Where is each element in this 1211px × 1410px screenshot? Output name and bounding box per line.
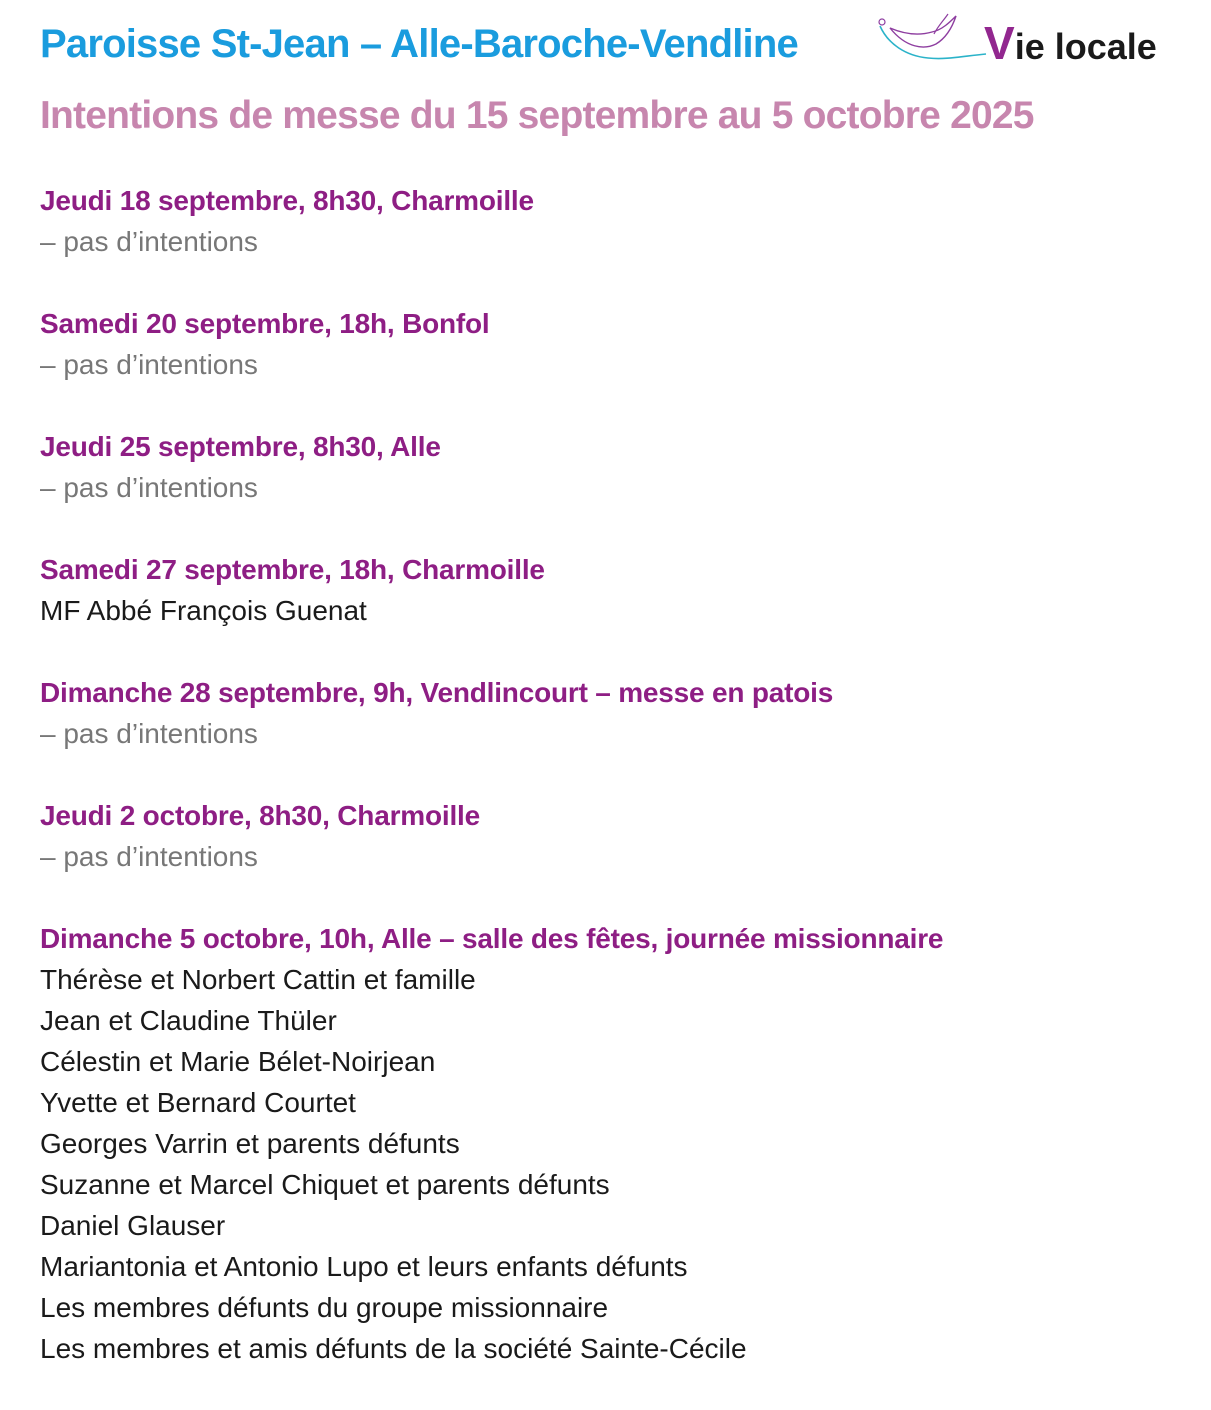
section-label-rest: ie locale [1014,26,1157,67]
mass-entry [40,795,1180,877]
mass-intention: Yvette et Bernard Courtet [40,1087,356,1118]
page-subtitle: Intentions de messe du 15 septembre au 5 octobre 2025 [40,94,1034,137]
mass-entry [40,426,1180,508]
mass-intention: – pas d’intentions [40,349,258,380]
mass-intention: Daniel Glauser [40,1210,226,1241]
mass-intention: Mariantonia et Antonio Lupo et leurs enfants défunts [40,1251,688,1282]
dove-icon [876,10,988,72]
mass-entry [40,180,1180,262]
section-label [984,16,1157,70]
mass-entry [40,549,1180,631]
mass-heading: Jeudi 18 septembre, 8h30, Charmoille [40,185,534,216]
mass-intention: Thérèse et Norbert Cattin et famille [40,964,476,995]
mass-intention: – pas d’intentions [40,226,258,257]
mass-heading: Samedi 20 septembre, 18h, Bonfol [40,308,490,339]
mass-list [40,180,1180,1410]
mass-entry [40,672,1180,754]
mass-intention: Célestin et Marie Bélet-Noirjean [40,1046,436,1077]
mass-entry [40,303,1180,385]
mass-intention: – pas d’intentions [40,472,258,503]
mass-intention: Georges Varrin et parents défunts [40,1128,460,1159]
parish-title: Paroisse St-Jean – Alle-Baroche-Vendline [40,22,798,66]
mass-heading: Samedi 27 septembre, 18h, Charmoille [40,554,545,585]
page-header [40,18,1180,78]
mass-intention: MF Abbé François Guenat [40,595,367,626]
mass-intention: Les membres et amis défunts de la société Sainte-Cécile [40,1333,747,1364]
mass-intention: Les membres défunts du groupe missionnaire [40,1292,609,1323]
mass-heading: Jeudi 25 septembre, 8h30, Alle [40,431,441,462]
mass-intention: Suzanne et Marcel Chiquet et parents défunts [40,1169,610,1200]
mass-intention: – pas d’intentions [40,718,258,749]
mass-heading: Dimanche 5 octobre, 10h, Alle – salle des fêtes, journée missionnaire [40,923,944,954]
mass-heading: Dimanche 28 septembre, 9h, Vendlincourt – messe en patois [40,677,834,708]
section-label-initial: V [984,17,1015,69]
mass-entry [40,918,1180,1369]
mass-intention: – pas d’intentions [40,841,258,872]
mass-heading: Jeudi 2 octobre, 8h30, Charmoille [40,800,480,831]
mass-intention: Jean et Claudine Thüler [40,1005,337,1036]
